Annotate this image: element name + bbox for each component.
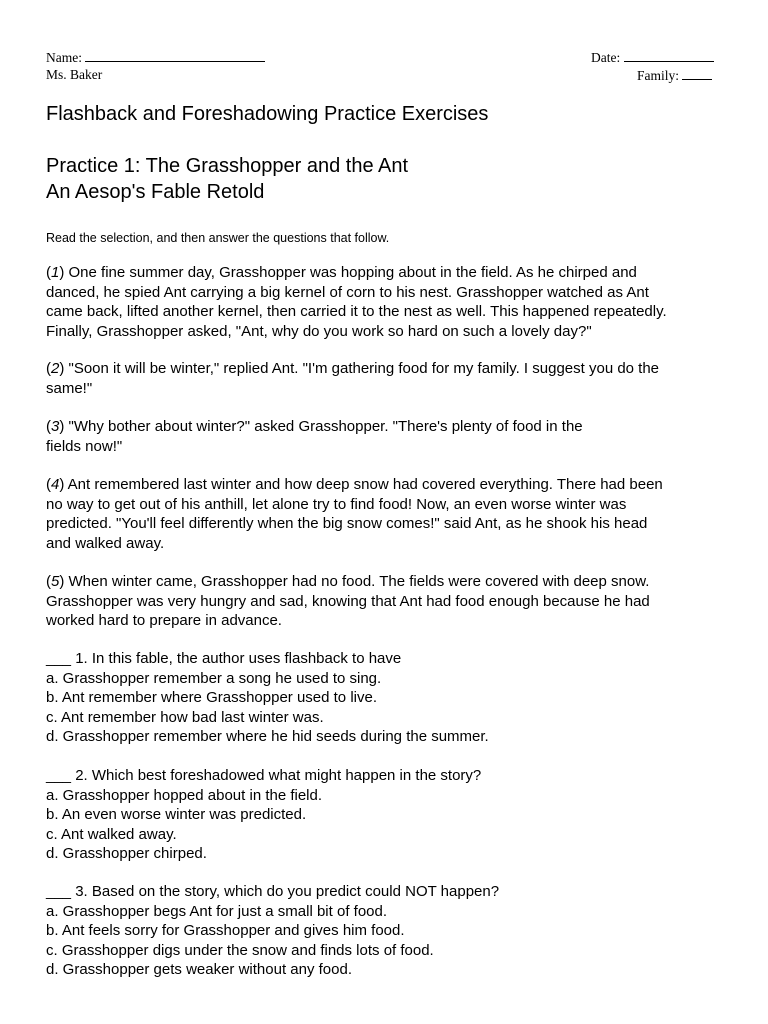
- question-1: [46, 649, 728, 747]
- question-stem: ___ 1. In this fable, the author uses flashback to have: [46, 650, 402, 667]
- practice-title: Practice 1: The Grasshopper and the Ant: [46, 155, 409, 177]
- practice-subtitle: An Aesop's Fable Retold: [46, 181, 265, 203]
- name-label: Name:: [46, 50, 82, 65]
- answer-option-b: b. Ant remember where Grasshopper used to live.: [46, 689, 377, 706]
- question-stem: ___ 2. Which best foreshadowed what might happen in the story?: [46, 767, 482, 784]
- paragraph-3: (3) "Why bother about winter?" asked Grasshopper. "There's plenty of food in the fields now!": [46, 418, 583, 455]
- paragraph-number: 4: [51, 476, 60, 493]
- teacher-name: Ms. Baker: [46, 67, 103, 82]
- answer-option-c: c. Ant remember how bad last winter was.: [46, 708, 324, 726]
- question-stem: ___ 3. Based on the story, which do you predict could NOT happen?: [46, 883, 500, 900]
- paragraph-4: (4) Ant remembered last winter and how deep snow had covered everything. There had been no way to get out of his anthill, let alone try to find food! Now, an even worse winter was predicted. "You'll feel differently when the big snow comes!" said Ant, as he shook his head and walked away.: [46, 476, 663, 552]
- answer-option-c: c. Grasshopper digs under the snow and finds lots of food.: [46, 941, 434, 959]
- answer-option-b: b. Ant feels sorry for Grasshopper and gives him food.: [46, 922, 405, 939]
- paragraph-number: 5: [51, 573, 60, 590]
- date-blank: [624, 49, 714, 62]
- paragraph-number: 2: [51, 360, 60, 377]
- instructions: Read the selection, and then answer the questions that follow.: [46, 231, 390, 245]
- answer-option-d: d. Grasshopper remember where he hid seeds during the summer.: [46, 728, 489, 745]
- date-label: Date:: [591, 50, 621, 65]
- paragraph-5: (5) When winter came, Grasshopper had no food. The fields were covered with deep snow. Grasshopper was very hungry and sad, knowing that Ant had food enough because he had worked hard to prepare in advance.: [46, 573, 650, 629]
- paragraph-1: (1) One fine summer day, Grasshopper was hopping about in the field. As he chirped and danced, he spied Ant carrying a big kernel of corn to his nest. Grasshopper watched as Ant came back, lifted another kernel, then carried it to the nest as well. This happened repeatedly. Finally, Grasshopper asked, "Ant, why do you work so hard on such a lovely day?": [46, 264, 667, 340]
- family-field: [637, 67, 712, 84]
- answer-option-a: a. Grasshopper remember a song he used to sing.: [46, 669, 382, 687]
- paragraph-number: 1: [51, 264, 60, 281]
- paragraph-2: (2) "Soon it will be winter," replied Ant. "I'm gathering food for my family. I suggest you do the same!": [46, 360, 660, 397]
- name-blank: [85, 49, 265, 62]
- question-2: [46, 766, 728, 864]
- question-3: [46, 882, 728, 980]
- answer-option-c: c. Ant walked away.: [46, 825, 177, 843]
- answer-option-b: b. An even worse winter was predicted.: [46, 806, 307, 823]
- answer-option-a: a. Grasshopper hopped about in the field.: [46, 786, 323, 804]
- main-title: Flashback and Foreshadowing Practice Exercises: [46, 103, 489, 125]
- date-field: [591, 49, 714, 66]
- answer-option-d: d. Grasshopper gets weaker without any food.: [46, 961, 353, 978]
- paragraph-number: 3: [51, 418, 60, 435]
- name-field: [46, 49, 265, 66]
- family-blank: [682, 67, 712, 80]
- family-label: Family:: [637, 68, 680, 83]
- answer-option-d: d. Grasshopper chirped.: [46, 845, 207, 862]
- answer-option-a: a. Grasshopper begs Ant for just a small bit of food.: [46, 902, 388, 920]
